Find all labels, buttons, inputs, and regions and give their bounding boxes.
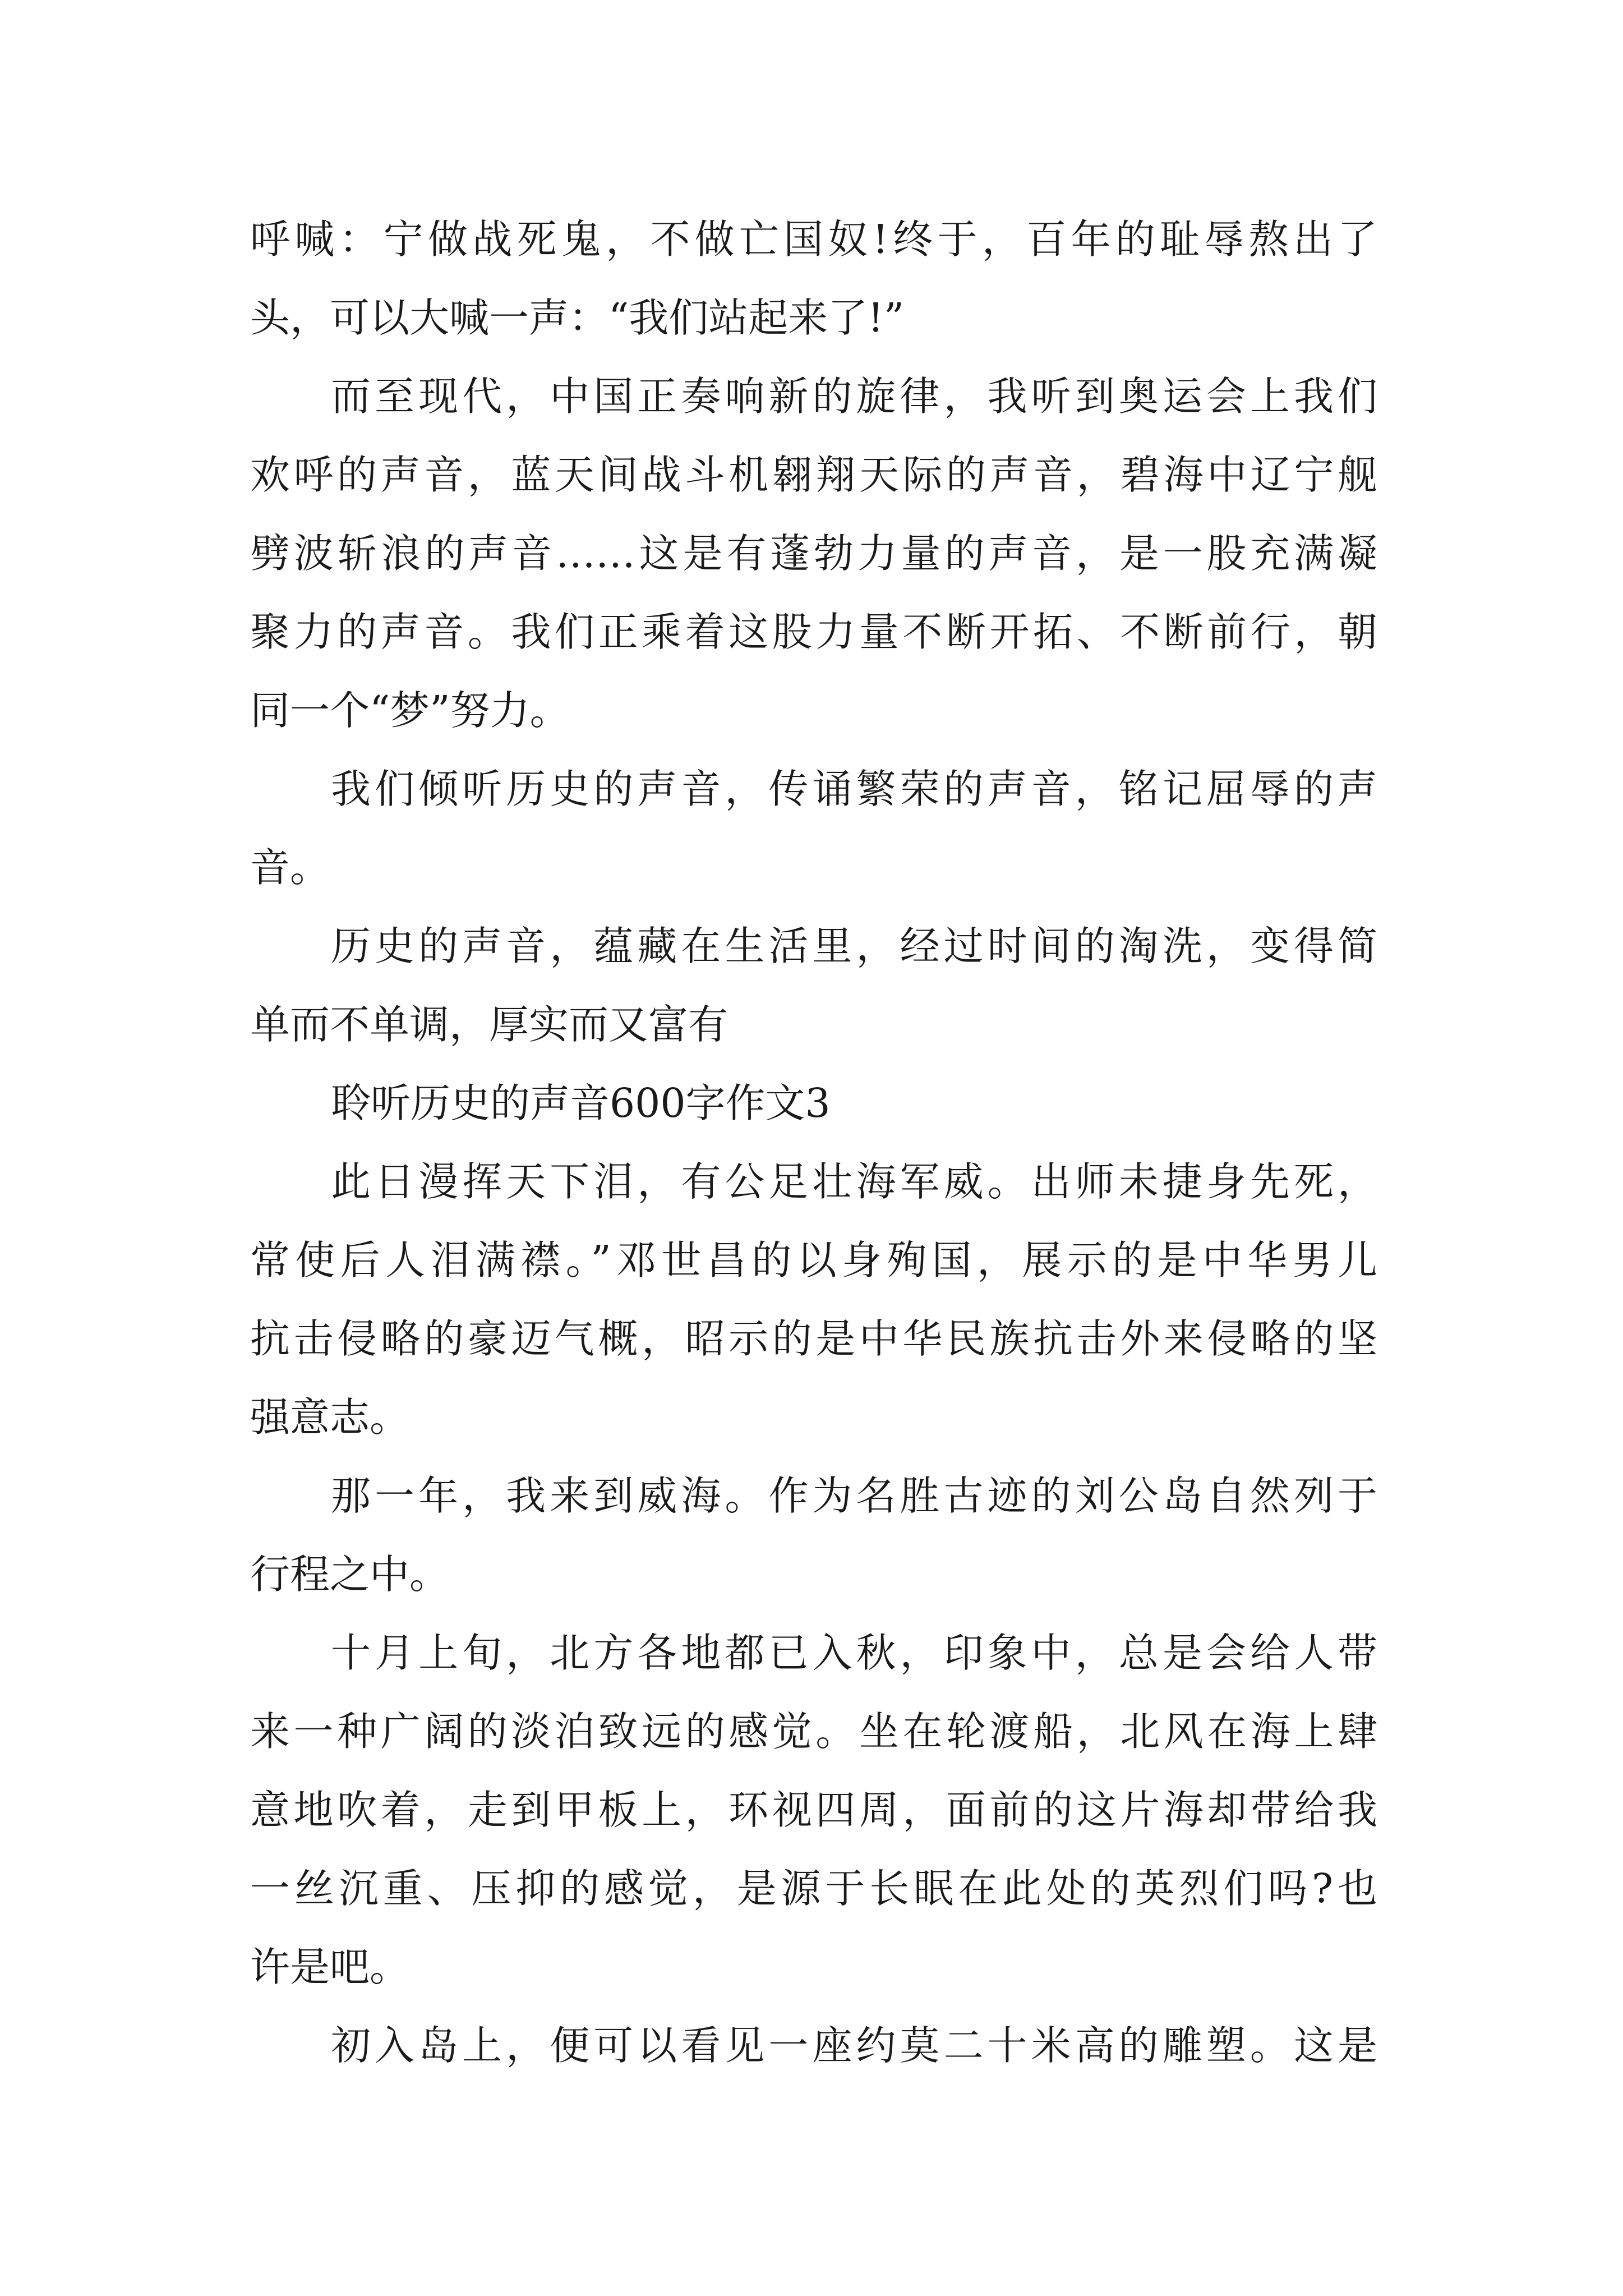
text-line: 强意志。 (250, 1394, 410, 1441)
text-line: 此日漫挥天下泪，有公足壮海军威。出师未捷身先死， (331, 1158, 1377, 1205)
text-line: 初入岛上，便可以看见一座约莫二十米高的雕塑。这是 (331, 2022, 1377, 2069)
text-line: 那一年，我来到威海。作为名胜古迹的刘公岛自然列于 (331, 1473, 1377, 1519)
text-line: 同一个“梦”努力。 (250, 687, 570, 734)
text-line: 十月上旬，北方各地都已入秋，印象中，总是会给人带 (331, 1630, 1377, 1676)
text-line: 来一种广阔的淡泊致远的感觉。坐在轮渡船，北风在海上肆 (250, 1708, 1377, 1755)
text-line: 意地吹着，走到甲板上，环视四周，面前的这片海却带给我 (250, 1787, 1377, 1833)
text-line: 我们倾听历史的声音，传诵繁荣的声音，铭记屈辱的声 (331, 766, 1377, 812)
text-line: 单而不单调，厚实而又富有 (250, 1001, 728, 1048)
text-line: 常使后人泪满襟。”邓世昌的以身殉国，展示的是中华男儿 (250, 1237, 1377, 1283)
section-heading: 聆听历史的声音600字作文3 (331, 1080, 831, 1126)
text-line: 而至现代，中国正奏响新的旋律，我听到奥运会上我们 (331, 373, 1377, 420)
text-line: 抗击侵略的豪迈气概，昭示的是中华民族抗击外来侵略的坚 (250, 1315, 1377, 1362)
text-line: 一丝沉重、压抑的感觉，是源于长眠在此处的英烈们吗?也 (250, 1865, 1377, 1912)
text-line: 音。 (250, 844, 330, 891)
text-line: 行程之中。 (250, 1551, 450, 1598)
text-line: 头，可以大喊一声：“我们站起来了!” (250, 295, 905, 341)
text-line: 欢呼的声音，蓝天间战斗机翱翔天际的声音，碧海中辽宁舰 (250, 452, 1377, 498)
text-line: 劈波斩浪的声音……这是有蓬勃力量的声音，是一股充满凝 (250, 530, 1377, 577)
text-line: 历史的声音，蕴藏在生活里，经过时间的淘洗，变得简 (331, 923, 1377, 969)
text-line: 聚力的声音。我们正乘着这股力量不断开拓、不断前行，朝 (250, 609, 1377, 655)
text-line: 许是吧。 (250, 1944, 410, 1990)
text-line: 呼喊：宁做战死鬼，不做亡国奴!终于，百年的耻辱熬出了 (250, 216, 1377, 263)
